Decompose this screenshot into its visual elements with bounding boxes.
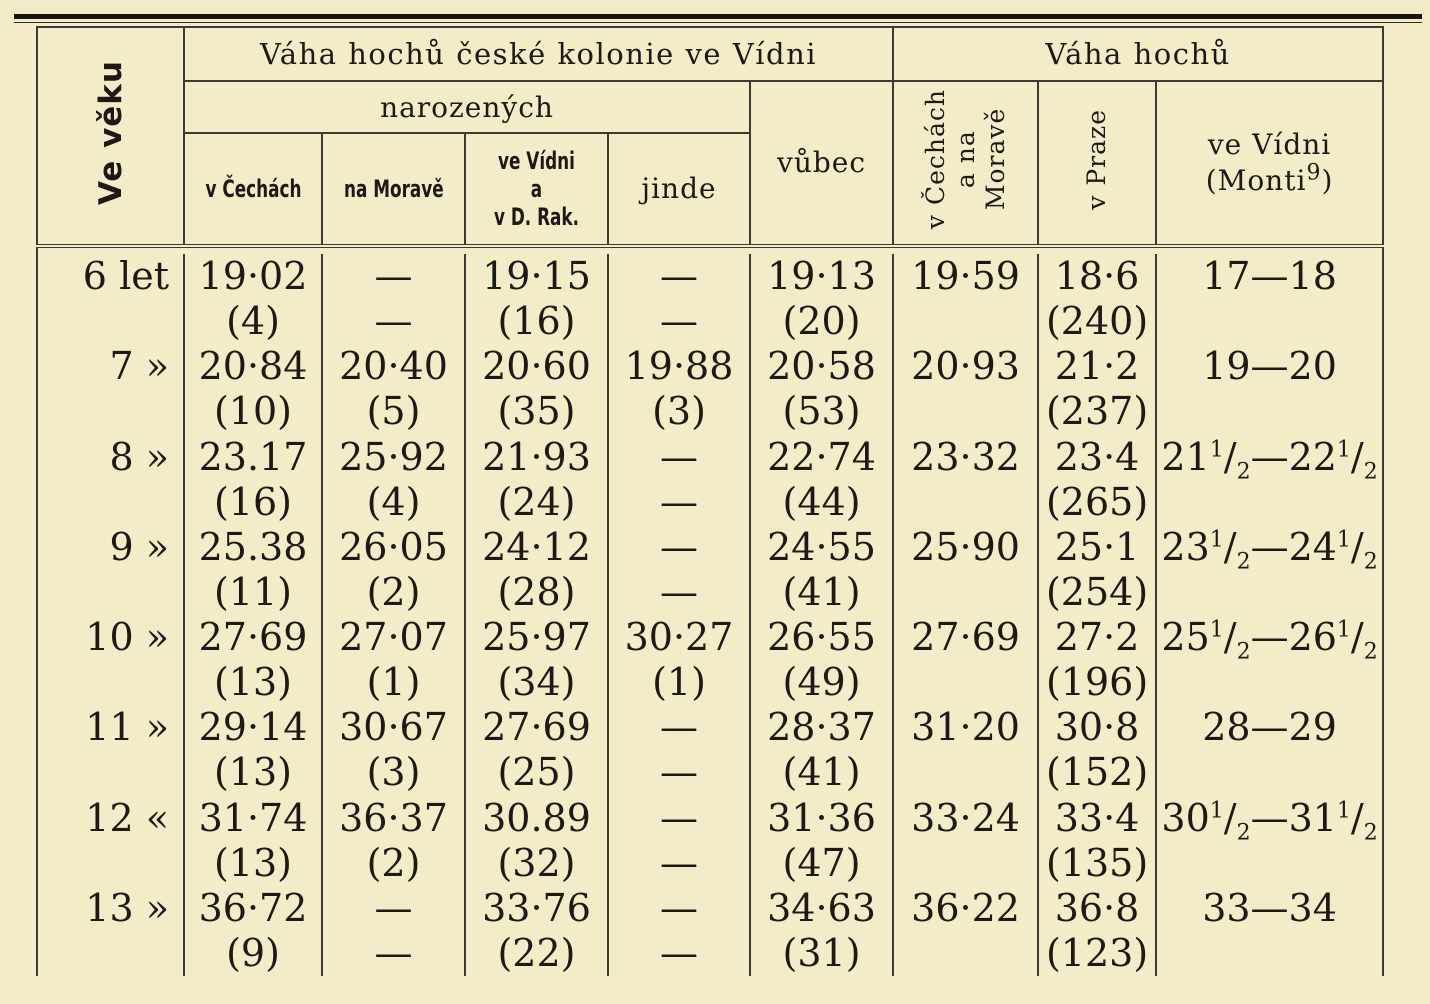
prague-cell: 33·4 (135) [1038,796,1156,886]
overall-cell: 26·55 (49) [750,615,893,705]
bohemia-moravia-cell: 31·20 [893,705,1038,795]
table-row [37,886,1383,976]
bohemia-cell: 25.38 (11) [184,525,322,615]
moravia-cell: 30·67 (3) [322,705,465,795]
moravia-cell: 26·05 (2) [322,525,465,615]
vienna-cell: 21·93 (24) [465,435,608,525]
vienna-cell: 24·12 (28) [465,525,608,615]
bohemia-cell: 19·02 (4) [184,254,322,344]
boys-bohemia-moravia-header: v Čechách a na Moravě [893,81,1038,246]
table-row [37,705,1383,795]
overall-cell: 34·63 (31) [750,886,893,976]
bohemia-moravia-cell: 20·93 [893,344,1038,434]
age-cell: 6 let [37,254,184,344]
bohemia-cell: 29·14 (13) [184,705,322,795]
vienna-cell: 25·97 (34) [465,615,608,705]
prague-cell: 27·2 (196) [1038,615,1156,705]
age-cell: 9 » [37,525,184,615]
prague-cell: 25·1 (254) [1038,525,1156,615]
bohemia-cell: 23.17 (16) [184,435,322,525]
prague-cell: 23·4 (265) [1038,435,1156,525]
overall-cell: 31·36 (47) [750,796,893,886]
bohemia-moravia-cell: 33·24 [893,796,1038,886]
elsewhere-cell: 30·27 (1) [608,615,750,705]
overall-cell: 22·74 (44) [750,435,893,525]
vienna-cell: 20·60 (35) [465,344,608,434]
age-cell: 11 » [37,705,184,795]
bohemia-moravia-cell: 19·59 [893,254,1038,344]
bohemia-moravia-cell: 23·32 [893,435,1038,525]
overall-cell: 19·13 (20) [750,254,893,344]
prague-cell: 18·6 (240) [1038,254,1156,344]
top-rule [14,14,1422,19]
born-moravia-header: na Moravě [322,133,465,246]
vienna-cell: 33·76 (22) [465,886,608,976]
colony-group-header: Váha hochů české kolonie ve Vídni [184,27,893,81]
overall-cell: 20·58 (53) [750,344,893,434]
born-vienna-header: ve Vídni a v D. Rak. [465,133,608,246]
monti-cell: $23^1/_2—24^1/_2$ [1156,525,1383,615]
moravia-cell: — — [322,886,465,976]
table-row [37,525,1383,615]
table-row [37,615,1383,705]
boys-prague-header: v Praze [1038,81,1156,246]
bohemia-moravia-cell: 36·22 [893,886,1038,976]
elsewhere-cell: — — [608,525,750,615]
prague-cell: 36·8 (123) [1038,886,1156,976]
table-row [37,254,1383,344]
boys-vienna-header: ve Vídni (Monti$^9$) [1156,81,1383,246]
elsewhere-cell: — — [608,705,750,795]
overall-header: vůbec [750,81,893,246]
bohemia-moravia-cell: 25·90 [893,525,1038,615]
age-cell: 10 » [37,615,184,705]
vienna-cell: 27·69 (25) [465,705,608,795]
age-cell: 13 » [37,886,184,976]
age-cell: 7 » [37,344,184,434]
monti-cell: $25^1/_2—26^1/_2$ [1156,615,1383,705]
prague-cell: 30·8 (152) [1038,705,1156,795]
boys-group-header: Váha hochů [893,27,1383,81]
elsewhere-cell: — — [608,435,750,525]
table-header [37,27,1383,246]
monti-cell: 33—34 [1156,886,1383,976]
vienna-cell: 19·15 (16) [465,254,608,344]
moravia-cell: 36·37 (2) [322,796,465,886]
elsewhere-cell: — — [608,886,750,976]
monti-cell: 28—29 [1156,705,1383,795]
bohemia-cell: 27·69 (13) [184,615,322,705]
overall-cell: 28·37 (41) [750,705,893,795]
monti-cell: $30^1/_2—31^1/_2$ [1156,796,1383,886]
overall-cell: 24·55 (41) [750,525,893,615]
table-row [37,796,1383,886]
elsewhere-cell: — — [608,796,750,886]
bohemia-cell: 36·72 (9) [184,886,322,976]
age-cell: 12 « [37,796,184,886]
age-header: Ve věku [37,27,184,246]
age-cell: 8 » [37,435,184,525]
table-row [37,435,1383,525]
elsewhere-cell: — — [608,254,750,344]
born-group-header: narozených [184,81,750,133]
prague-cell: 21·2 (237) [1038,344,1156,434]
monti-cell: $21^1/_2—22^1/_2$ [1156,435,1383,525]
top-rule-thin [14,22,1422,23]
moravia-cell: 20·40 (5) [322,344,465,434]
table-row [37,344,1383,434]
bohemia-cell: 20·84 (10) [184,344,322,434]
vienna-cell: 30.89 (32) [465,796,608,886]
moravia-cell: 27·07 (1) [322,615,465,705]
elsewhere-cell: 19·88 (3) [608,344,750,434]
monti-cell: 19—20 [1156,344,1383,434]
bohemia-moravia-cell: 27·69 [893,615,1038,705]
bohemia-cell: 31·74 (13) [184,796,322,886]
moravia-cell: — — [322,254,465,344]
born-bohemia-header: v Čechách [184,133,322,246]
born-elsewhere-header: jinde [608,133,750,246]
monti-cell: 17—18 [1156,254,1383,344]
weight-table [36,26,1384,976]
moravia-cell: 25·92 (4) [322,435,465,525]
table-body [37,246,1383,976]
